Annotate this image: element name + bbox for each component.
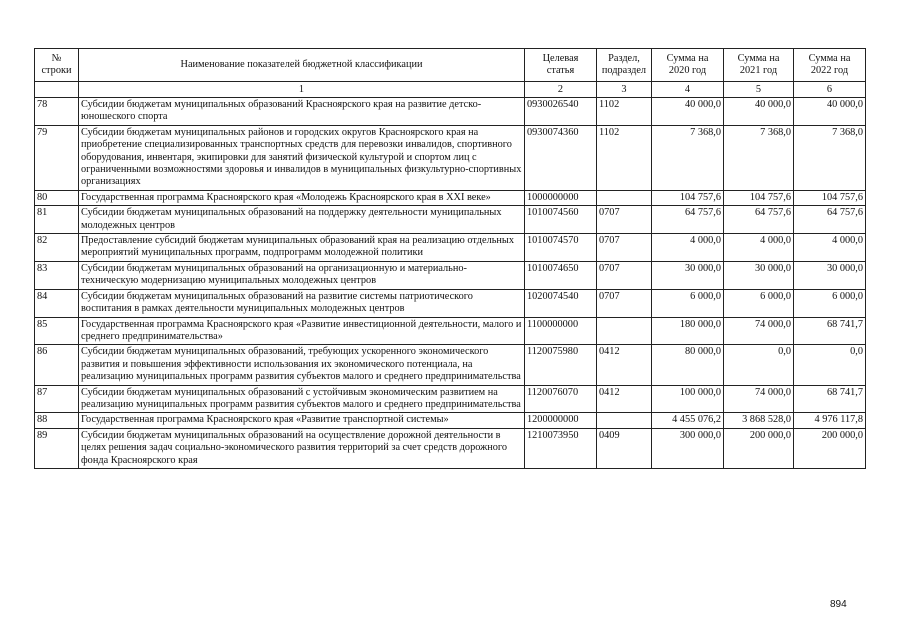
- target-article-code: 1020074540: [525, 289, 597, 317]
- target-article-code: 1010074650: [525, 261, 597, 289]
- amount-2021: 7 368,0: [724, 125, 794, 190]
- table-header-row: [35, 49, 866, 82]
- target-article-code: 1000000000: [525, 190, 597, 205]
- amount-2022: 68 741,7: [794, 317, 866, 345]
- amount-2022: 40 000,0: [794, 98, 866, 126]
- amount-2021: 200 000,0: [724, 428, 794, 468]
- section-code: 0412: [597, 385, 652, 413]
- section-code: 1102: [597, 98, 652, 126]
- header-section: Раздел, подраздел: [597, 49, 652, 82]
- column-number: 4: [652, 82, 724, 98]
- amount-2022: 0,0: [794, 345, 866, 385]
- amount-2022: 4 000,0: [794, 234, 866, 262]
- target-article-code: 1210073950: [525, 428, 597, 468]
- amount-2020: 64 757,6: [652, 206, 724, 234]
- target-article-code: 1100000000: [525, 317, 597, 345]
- row-number: 86: [35, 345, 79, 385]
- section-code: [597, 190, 652, 205]
- section-code: [597, 317, 652, 345]
- amount-2022: 30 000,0: [794, 261, 866, 289]
- target-article-code: 1200000000: [525, 413, 597, 428]
- amount-2020: 4 000,0: [652, 234, 724, 262]
- table-row: [35, 413, 866, 428]
- amount-2021: 64 757,6: [724, 206, 794, 234]
- indicator-name: Субсидии бюджетам муниципальных районов и городских округов Красноярского края на приобретение специализированных транспортных средств для перевозки инвалидов, спортивного оборудования, инвентаря, экипировки для занятий физической культурой и спортом лиц с ограниченными возможностями здоровья и инвалидов в муниципальных физкультурно-спортивных организациях: [79, 125, 525, 190]
- column-number: 6: [794, 82, 866, 98]
- amount-2020: 7 368,0: [652, 125, 724, 190]
- amount-2020: 180 000,0: [652, 317, 724, 345]
- target-article-code: 0930074360: [525, 125, 597, 190]
- column-number: 5: [724, 82, 794, 98]
- section-code: [597, 413, 652, 428]
- table-row: [35, 98, 866, 126]
- row-number: 89: [35, 428, 79, 468]
- header-amount-2021: Сумма на 2021 год: [724, 49, 794, 82]
- table-row: [35, 234, 866, 262]
- section-code: 0409: [597, 428, 652, 468]
- amount-2020: 104 757,6: [652, 190, 724, 205]
- table-row: [35, 289, 866, 317]
- target-article-code: 0930026540: [525, 98, 597, 126]
- table-body: [35, 98, 866, 469]
- section-code: 0707: [597, 234, 652, 262]
- column-number: 3: [597, 82, 652, 98]
- amount-2020: 80 000,0: [652, 345, 724, 385]
- amount-2020: 6 000,0: [652, 289, 724, 317]
- amount-2022: 200 000,0: [794, 428, 866, 468]
- page-number: 894: [830, 599, 847, 610]
- indicator-name: Государственная программа Красноярского края «Развитие инвестиционной деятельности, малого и среднего предпринимательства»: [79, 317, 525, 345]
- table-row: [35, 385, 866, 413]
- table-row: [35, 317, 866, 345]
- target-article-code: 1120075980: [525, 345, 597, 385]
- row-number: 78: [35, 98, 79, 126]
- amount-2020: 100 000,0: [652, 385, 724, 413]
- amount-2022: 4 976 117,8: [794, 413, 866, 428]
- amount-2021: 74 000,0: [724, 317, 794, 345]
- indicator-name: Субсидии бюджетам муниципальных образований на развитие системы патриотического воспитания в рамках деятельности муниципальных молодежных центров: [79, 289, 525, 317]
- column-number: 2: [525, 82, 597, 98]
- table-row: [35, 190, 866, 205]
- header-amount-2022: Сумма на 2022 год: [794, 49, 866, 82]
- section-code: 0707: [597, 206, 652, 234]
- section-code: 0707: [597, 261, 652, 289]
- amount-2022: 6 000,0: [794, 289, 866, 317]
- section-code: 0707: [597, 289, 652, 317]
- target-article-code: 1010074570: [525, 234, 597, 262]
- table-row: [35, 428, 866, 468]
- row-number: 85: [35, 317, 79, 345]
- amount-2022: 68 741,7: [794, 385, 866, 413]
- target-article-code: 1010074560: [525, 206, 597, 234]
- amount-2022: 7 368,0: [794, 125, 866, 190]
- table-row: [35, 261, 866, 289]
- row-number: 81: [35, 206, 79, 234]
- indicator-name: Субсидии бюджетам муниципальных образований с устойчивым экономическим развитием на реализацию муниципальных программ развития субъектов малого и среднего предпринимательства: [79, 385, 525, 413]
- amount-2021: 3 868 528,0: [724, 413, 794, 428]
- header-row-number: № строки: [35, 49, 79, 82]
- amount-2020: 300 000,0: [652, 428, 724, 468]
- header-indicator-name: Наименование показателей бюджетной классификации: [79, 49, 525, 82]
- amount-2020: 30 000,0: [652, 261, 724, 289]
- amount-2021: 4 000,0: [724, 234, 794, 262]
- amount-2020: 4 455 076,2: [652, 413, 724, 428]
- indicator-name: Предоставление субсидий бюджетам муниципальных образований края на реализацию отдельных мероприятий муниципальных программ, подпрограмм молодежной политики: [79, 234, 525, 262]
- column-number-row: [35, 82, 866, 98]
- amount-2021: 104 757,6: [724, 190, 794, 205]
- row-number: 87: [35, 385, 79, 413]
- column-number: [35, 82, 79, 98]
- amount-2021: 0,0: [724, 345, 794, 385]
- amount-2022: 104 757,6: [794, 190, 866, 205]
- indicator-name: Субсидии бюджетам муниципальных образований на организационную и материально-техническую модернизацию муниципальных молодежных центров: [79, 261, 525, 289]
- amount-2020: 40 000,0: [652, 98, 724, 126]
- row-number: 84: [35, 289, 79, 317]
- table-row: [35, 125, 866, 190]
- section-code: 1102: [597, 125, 652, 190]
- header-amount-2020: Сумма на 2020 год: [652, 49, 724, 82]
- budget-table: [34, 48, 866, 469]
- target-article-code: 1120076070: [525, 385, 597, 413]
- indicator-name: Субсидии бюджетам муниципальных образований Красноярского края на развитие детско-юношеского спорта: [79, 98, 525, 126]
- row-number: 82: [35, 234, 79, 262]
- section-code: 0412: [597, 345, 652, 385]
- column-number: 1: [79, 82, 525, 98]
- table-row: [35, 345, 866, 385]
- row-number: 79: [35, 125, 79, 190]
- row-number: 83: [35, 261, 79, 289]
- amount-2021: 6 000,0: [724, 289, 794, 317]
- amount-2021: 30 000,0: [724, 261, 794, 289]
- indicator-name: Государственная программа Красноярского края «Молодежь Красноярского края в XXI веке»: [79, 190, 525, 205]
- indicator-name: Государственная программа Красноярского края «Развитие транспортной системы»: [79, 413, 525, 428]
- indicator-name: Субсидии бюджетам муниципальных образований на поддержку деятельности муниципальных молодежных центров: [79, 206, 525, 234]
- table-row: [35, 206, 866, 234]
- row-number: 88: [35, 413, 79, 428]
- indicator-name: Субсидии бюджетам муниципальных образований на осуществление дорожной деятельности в целях решения задач социально-экономического развития территорий за счет средств дорожного фонда Красноярского края: [79, 428, 525, 468]
- amount-2022: 64 757,6: [794, 206, 866, 234]
- amount-2021: 40 000,0: [724, 98, 794, 126]
- header-target-article: Целевая статья: [525, 49, 597, 82]
- indicator-name: Субсидии бюджетам муниципальных образований, требующих ускоренного экономического развития и повышения эффективности использования их экономического потенциала, на реализацию муниципальных программ развития субъектов малого и среднего предпринимательства: [79, 345, 525, 385]
- amount-2021: 74 000,0: [724, 385, 794, 413]
- row-number: 80: [35, 190, 79, 205]
